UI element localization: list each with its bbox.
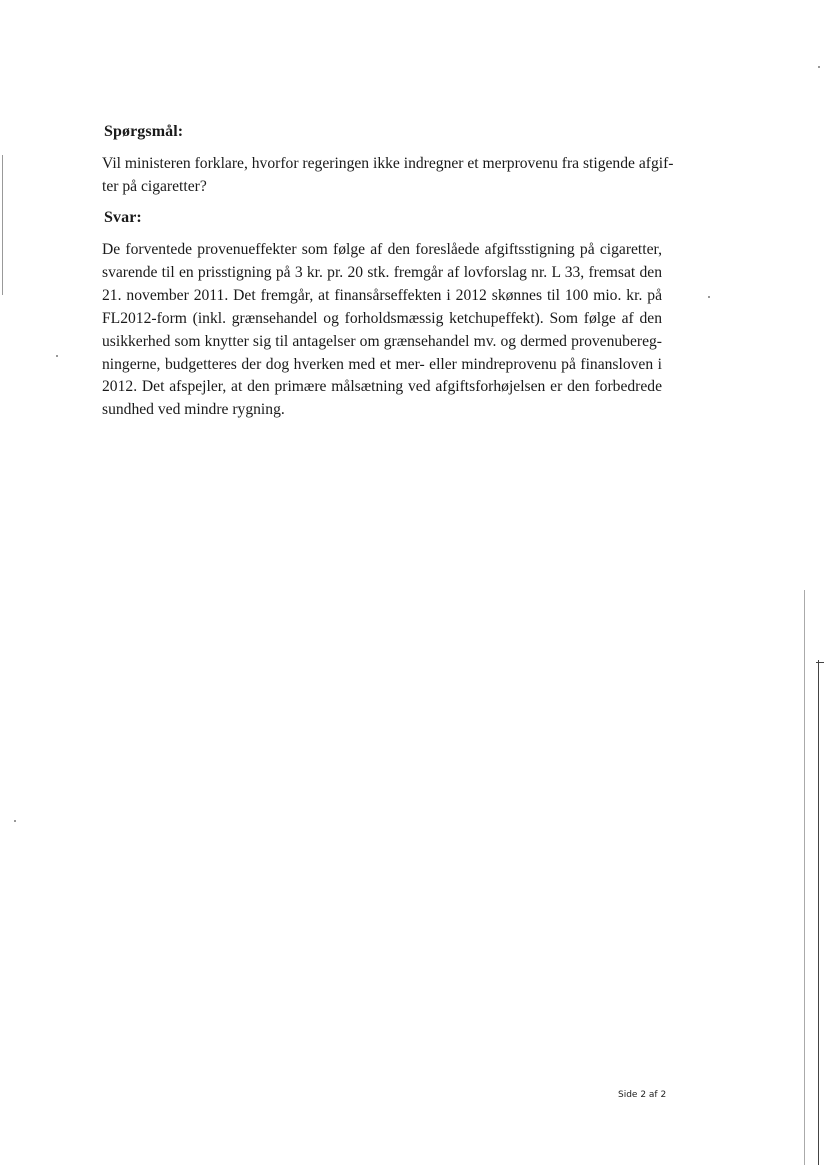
page-number: Side 2 af 2 [618,1090,667,1100]
question-text [102,153,674,199]
scan-tick [816,662,824,663]
answer-line: FL2012-form (inkl. grænsehandel og forholdsmæssig ketchupeffekt). Som følge af den [102,309,662,327]
answer-heading: Svar: [104,209,142,226]
answer-line: De forventede provenueffekter som følge af den foreslåede afgiftsstigning på cigaretter, [102,241,662,258]
answer-text [102,239,662,422]
scan-speck [56,355,58,357]
question-line: ter på cigaretter? [102,177,207,195]
scan-edge-left [2,155,3,295]
answer-line: sundhed ved mindre rygning. [102,401,285,419]
answer-line: usikkerhed som knytter sig til antagelser om grænsehandel mv. og dermed provenubereg- [102,332,662,350]
scan-speck [14,820,16,822]
scan-edge-right [804,590,805,1165]
question-heading: Spørgsmål: [104,123,184,140]
answer-line: 2012. Det afspejler, at den primære målsætning ved afgiftsforhøjelsen er den forbedrede [102,378,662,396]
scan-edge-right-outer [818,660,819,1165]
answer-line: ningerne, budgetteres der dog hverken med et mer- eller mindreprovenu på finansloven i [102,355,662,373]
question-line: Vil ministeren forklare, hvorfor regeringen ikke indregner et merprovenu fra stigende afgif- [102,155,674,172]
answer-line: 21. november 2011. Det fremgår, at finansårseffekten i 2012 skønnes til 100 mio. kr. på [102,286,662,304]
scan-speck [818,66,820,68]
answer-line: svarende til en prisstigning på 3 kr. pr. 20 stk. fremgår af lovforslag nr. L 33, fremsat den [102,263,662,281]
scan-speck [708,296,710,298]
